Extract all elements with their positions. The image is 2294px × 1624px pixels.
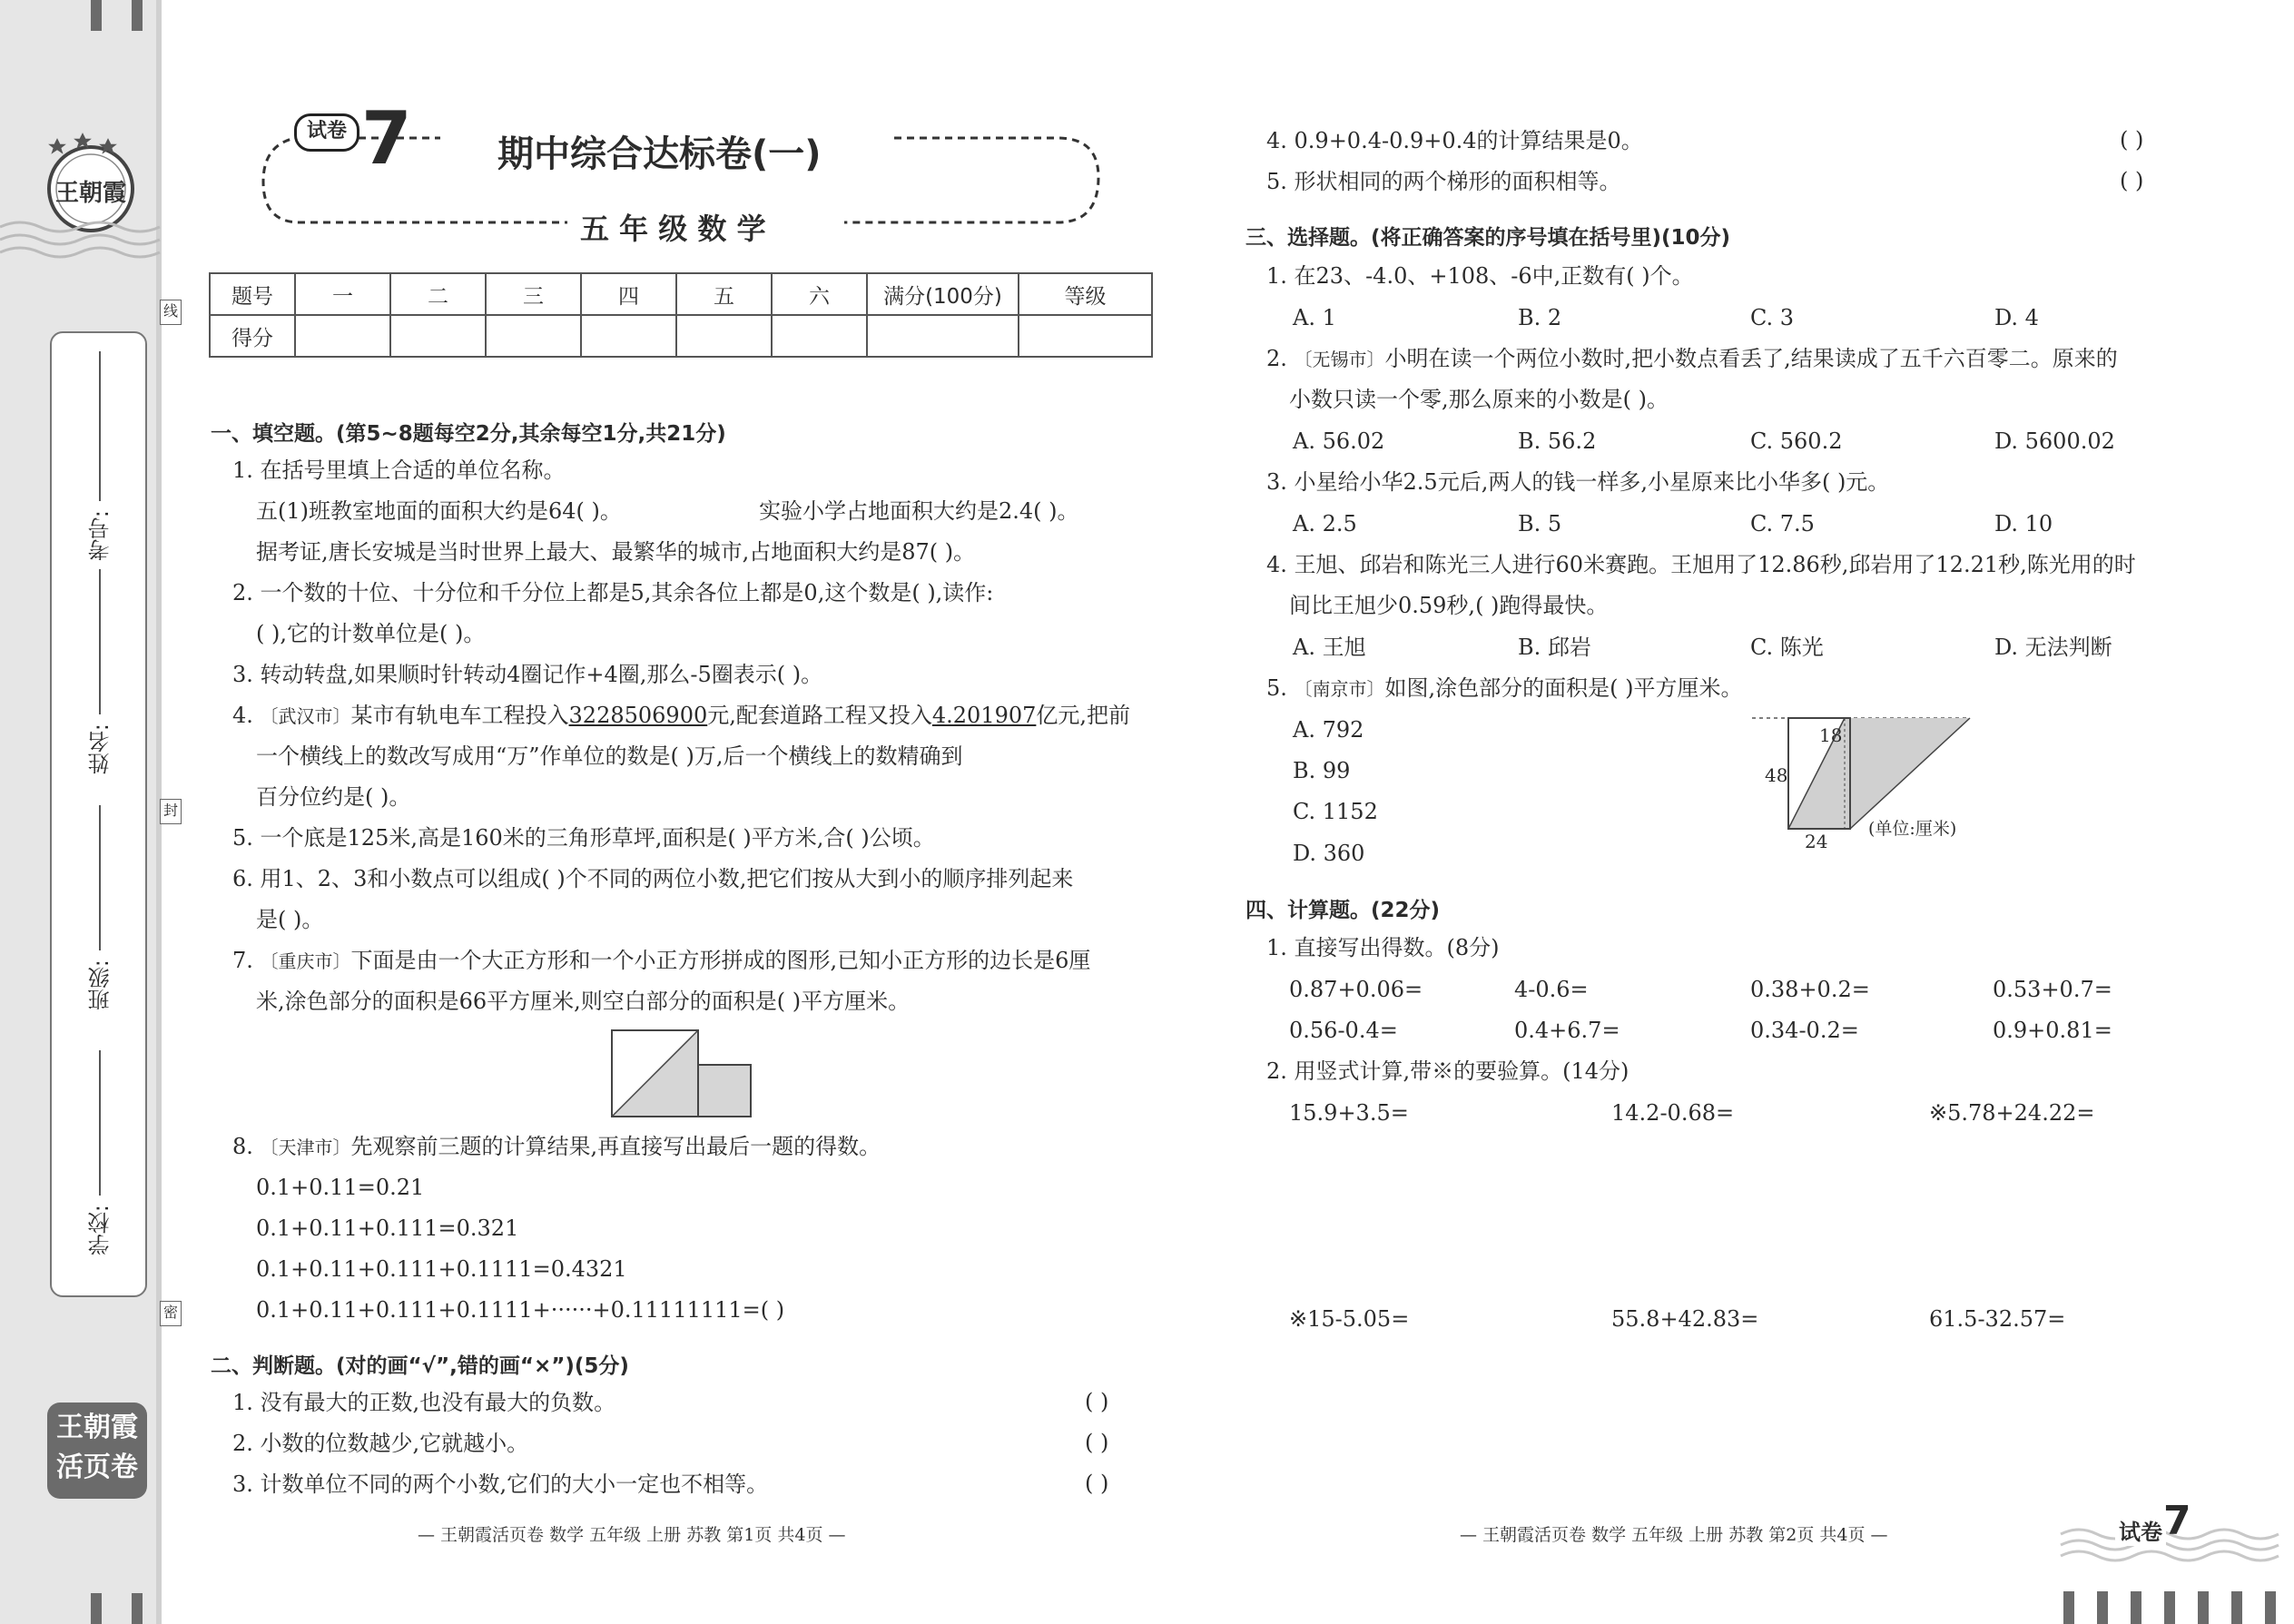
table-cell: 题号 — [210, 273, 295, 315]
s3-q4-b[interactable]: 间比王旭少0.59秒,( )跑得最快。 — [1289, 593, 1609, 618]
region-tag: 〔重庆市〕 — [260, 950, 351, 972]
wave-decoration — [0, 218, 162, 272]
answer-parens[interactable]: ( ) — [1085, 1471, 1109, 1496]
calc-item[interactable]: 14.2-0.68= — [1611, 1100, 1735, 1126]
s1-q5[interactable]: 5. 一个底是125米,高是160米的三角形草坪,面积是( )平方米,合( )公顷。 — [232, 825, 935, 851]
score-input-cell[interactable] — [295, 315, 390, 357]
score-input-cell[interactable] — [867, 315, 1019, 357]
page-title: 期中综合达标卷(一) — [497, 133, 822, 175]
option: C. 7.5 — [1750, 511, 1815, 536]
bottom-bar — [2131, 1591, 2141, 1624]
s3-q2-a — [1266, 345, 2118, 373]
binding-mark-xian: 线 — [160, 300, 182, 325]
s4-q2: 2. 用竖式计算,带※的要验算。(14分) — [1266, 1058, 1629, 1084]
option: C. 560.2 — [1750, 428, 1843, 454]
option: D. 4 — [1994, 305, 2039, 330]
score-table-score-row — [210, 315, 1152, 357]
option: A. 王旭 — [1293, 635, 1366, 660]
binding-mark-feng: 封 — [160, 799, 182, 824]
s2-item: 2. 小数的位数越少,它就越小。 — [232, 1431, 529, 1456]
s1-q8-line[interactable]: 0.1+0.11+0.111+0.1111+······+0.11111111=( ) — [256, 1297, 785, 1323]
option: D. 无法判断 — [1994, 635, 2112, 660]
table-cell: 一 — [295, 273, 390, 315]
s2-item: 1. 没有最大的正数,也没有最大的负数。 — [232, 1390, 616, 1415]
calc-item[interactable]: 4-0.6= — [1514, 977, 1589, 1002]
section3-heading: 三、选择题。(将正确答案的序号填在括号里)(10分) — [1245, 226, 1731, 250]
s1-q2-b[interactable]: ( ),它的计数单位是( )。 — [256, 621, 486, 646]
field-label-class: 班级: — [88, 960, 113, 1011]
s2-item: 4. 0.9+0.4-0.9+0.4的计算结果是0。 — [1266, 128, 1643, 153]
calc-item[interactable]: 0.4+6.7= — [1514, 1018, 1620, 1043]
exam-no-line[interactable] — [99, 351, 101, 501]
table-cell: 五 — [676, 273, 772, 315]
q-text: 小明在读一个两位小数时,把小数点看丢了,结果读成了五千六百零二。原来的 — [1384, 346, 2118, 371]
answer-parens[interactable]: ( ) — [1085, 1430, 1109, 1455]
score-input-cell[interactable] — [676, 315, 772, 357]
table-cell: 二 — [390, 273, 486, 315]
fig-label-left: 48 — [1765, 764, 1788, 786]
calc-item[interactable]: ※5.78+24.22= — [1929, 1100, 2095, 1126]
s1-q4-a[interactable] — [232, 702, 1130, 730]
fig-label-top: 18 — [1819, 724, 1843, 746]
s4-q1: 1. 直接写出得数。(8分) — [1266, 935, 1500, 960]
option: D. 10 — [1994, 511, 2053, 536]
field-label-exam-no: 考号: — [88, 510, 113, 562]
option: A. 1 — [1293, 305, 1336, 330]
region-tag: 〔南京市〕 — [1294, 678, 1385, 700]
top-bar-1 — [91, 0, 102, 31]
shijuan-badge: 试卷 — [294, 113, 359, 152]
s1-q2-a[interactable]: 2. 一个数的十位、十分位和千分位上都是5,其余各位上都是0,这个数是( ),读作: — [232, 580, 994, 605]
option: B. 99 — [1293, 758, 1351, 783]
q-number: 2. — [1266, 346, 1295, 371]
section2-heading: 二、判断题。(对的画“√”,错的画“×”)(5分) — [211, 1354, 629, 1378]
s3-q2-b[interactable]: 小数只读一个零,那么原来的小数是( )。 — [1289, 387, 1669, 412]
table-cell: 六 — [772, 273, 867, 315]
footer-left: — 王朝霞活页卷 数学 五年级 上册 苏教 第1页 共4页 — — [418, 1525, 846, 1545]
option: A. 2.5 — [1293, 511, 1357, 536]
s1-q8-line: 0.1+0.11+0.111=0.321 — [256, 1216, 519, 1241]
option: B. 56.2 — [1518, 428, 1597, 454]
s1-q4-c[interactable]: 百分位约是( )。 — [256, 784, 411, 810]
option: C. 1152 — [1293, 799, 1378, 824]
region-tag: 〔天津市〕 — [260, 1137, 351, 1158]
q-text: 下面是由一个大正方形和一个小正方形拼成的图形,已知小正方形的边长是6厘 — [350, 948, 1091, 973]
underlined-number: 4.201907 — [931, 703, 1037, 728]
score-input-cell[interactable] — [772, 315, 867, 357]
calc-item[interactable]: 61.5-32.57= — [1929, 1306, 2066, 1332]
student-info-box — [50, 331, 147, 1297]
field-label-name: 姓名: — [88, 723, 113, 775]
s3-q3[interactable]: 3. 小星给小华2.5元后,两人的钱一样多,小星原来比小华多( )元。 — [1266, 469, 1890, 495]
table-cell: 等级 — [1019, 273, 1152, 315]
option: B. 2 — [1518, 305, 1562, 330]
region-tag: 〔无锡市〕 — [1294, 349, 1385, 370]
bottom-bar — [2097, 1591, 2108, 1624]
binding-mark-mi: 密 — [160, 1301, 182, 1326]
fig-label-bottom: 24 — [1805, 831, 1828, 852]
top-bar-2 — [132, 0, 143, 31]
option: B. 5 — [1518, 511, 1562, 536]
s1-q1: 1. 在括号里填上合适的单位名称。 — [232, 458, 566, 483]
fig-unit-label: (单位:厘米) — [1868, 819, 1957, 839]
calc-item[interactable]: 0.38+0.2= — [1750, 977, 1870, 1002]
score-input-cell[interactable] — [581, 315, 676, 357]
corner-shijuan-label: 试卷 — [2115, 1514, 2166, 1546]
score-input-cell[interactable] — [1019, 315, 1152, 357]
field-label-school: 学校: — [88, 1205, 113, 1256]
corner-paper-number: 7 — [2163, 1498, 2191, 1544]
s1-q1-c[interactable]: 据考证,唐长安城是当时世界上最大、最繁华的城市,占地面积大约是87( )。 — [256, 539, 976, 565]
q-number: 4. — [232, 703, 261, 728]
school-line[interactable] — [99, 1050, 101, 1196]
s1-q7-a — [232, 947, 1090, 975]
option: C. 3 — [1750, 305, 1795, 330]
score-table-header-row — [210, 273, 1152, 315]
table-cell: 四 — [581, 273, 676, 315]
s1-q1-b[interactable]: 实验小学占地面积大约是2.4( )。 — [759, 498, 1079, 524]
score-input-cell[interactable] — [486, 315, 581, 357]
q-text: 某市有轨电车工程投入 — [350, 703, 569, 728]
q-number: 7. — [232, 948, 261, 973]
option: B. 邱岩 — [1518, 635, 1591, 660]
q-text: 亿元,把前 — [1036, 703, 1131, 728]
bottom-bar — [2265, 1591, 2276, 1624]
calc-item[interactable]: 0.34-0.2= — [1750, 1018, 1859, 1043]
region-tag: 〔武汉市〕 — [260, 705, 351, 727]
s3-q1[interactable]: 1. 在23、-4.0、+108、-6中,正数有( )个。 — [1266, 263, 1694, 289]
q-text: 如图,涂色部分的面积是( )平方厘米。 — [1384, 675, 1743, 701]
brand-bottom-logo: 王朝霞 活页卷 — [47, 1403, 147, 1499]
s2-item: 5. 形状相同的两个梯形的面积相等。 — [1266, 169, 1621, 194]
section1-heading: 一、填空题。(第5~8题每空2分,其余每空1分,共21分) — [211, 422, 726, 446]
q-text: 元,配套道路工程又投入 — [707, 703, 932, 728]
option: A. 792 — [1293, 717, 1364, 743]
answer-parens[interactable]: ( ) — [2120, 168, 2144, 193]
s1-q8-a — [232, 1133, 881, 1161]
bottom-bar — [2198, 1591, 2209, 1624]
bottom-bar — [2063, 1591, 2074, 1624]
option: D. 5600.02 — [1994, 428, 2115, 454]
table-cell: 得分 — [210, 315, 295, 357]
table-cell: 三 — [486, 273, 581, 315]
calc-item[interactable]: ※15-5.05= — [1289, 1306, 1410, 1332]
underlined-number: 3228506900 — [568, 703, 708, 728]
s1-q3[interactable]: 3. 转动转盘,如果顺时针转动4圈记作+4圈,那么-5圈表示( )。 — [232, 662, 823, 687]
calc-item[interactable]: 15.9+3.5= — [1289, 1100, 1409, 1126]
logo-text: 王朝霞 — [54, 180, 126, 207]
s1-q7-b[interactable]: 米,涂色部分的面积是66平方厘米,则空白部分的面积是( )平方厘米。 — [256, 989, 911, 1014]
s1-q4-b[interactable]: 一个横线上的数改写成用“万”作单位的数是( )万,后一个横线上的数精确到 — [256, 743, 963, 769]
q7-squares-figure — [610, 1029, 755, 1119]
s3-q4-a: 4. 王旭、邱岩和陈光三人进行60米赛跑。王旭用了12.86秒,邱岩用了12.21秒,陈光用的时 — [1266, 552, 2136, 577]
calc-item[interactable]: 0.56-0.4= — [1289, 1018, 1398, 1043]
calc-item[interactable]: 0.53+0.7= — [1993, 977, 2112, 1002]
q-number: 5. — [1266, 675, 1295, 701]
footer-right: — 王朝霞活页卷 数学 五年级 上册 苏教 第2页 共4页 — — [1460, 1525, 1888, 1545]
s1-q6-a[interactable]: 6. 用1、2、3和小数点可以组成( )个不同的两位小数,把它们按从大到小的顺序排列起来 — [232, 866, 1074, 891]
calc-item[interactable]: 55.8+42.83= — [1611, 1306, 1759, 1332]
bottom-bar — [2164, 1591, 2175, 1624]
section4-heading: 四、计算题。(22分) — [1245, 899, 1441, 922]
paper-number: 7 — [361, 96, 412, 181]
s1-q8-line: 0.1+0.11=0.21 — [256, 1175, 425, 1200]
s3-q5-a[interactable] — [1266, 674, 1743, 703]
table-cell: 满分(100分) — [867, 273, 1019, 315]
calc-item[interactable]: 0.87+0.06= — [1289, 977, 1423, 1002]
calc-item[interactable]: 0.9+0.81= — [1993, 1018, 2112, 1043]
score-input-cell[interactable] — [390, 315, 486, 357]
name-line[interactable] — [99, 569, 101, 714]
bottom-bar-1 — [91, 1593, 102, 1624]
s1-q6-b[interactable]: 是( )。 — [256, 907, 324, 932]
score-table — [209, 272, 1153, 358]
page-subtitle: 五 年 级 数 学 — [567, 206, 779, 248]
answer-parens[interactable]: ( ) — [1085, 1389, 1109, 1414]
s2-item: 3. 计数单位不同的两个小数,它们的大小一定也不相等。 — [232, 1471, 769, 1497]
q-text: 先观察前三题的计算结果,再直接写出最后一题的得数。 — [350, 1134, 881, 1159]
bottom-bar — [2231, 1591, 2242, 1624]
s1-q1-a[interactable]: 五(1)班教室地面的面积大约是64( )。 — [256, 498, 622, 524]
option: A. 56.02 — [1293, 428, 1385, 454]
q-number: 8. — [232, 1134, 261, 1159]
class-line[interactable] — [99, 805, 101, 950]
bottom-bar-2 — [132, 1593, 143, 1624]
option: C. 陈光 — [1750, 635, 1824, 660]
s1-q8-line: 0.1+0.11+0.111+0.1111=0.4321 — [256, 1256, 627, 1282]
option: D. 360 — [1293, 841, 1365, 866]
answer-parens[interactable]: ( ) — [2120, 127, 2144, 153]
